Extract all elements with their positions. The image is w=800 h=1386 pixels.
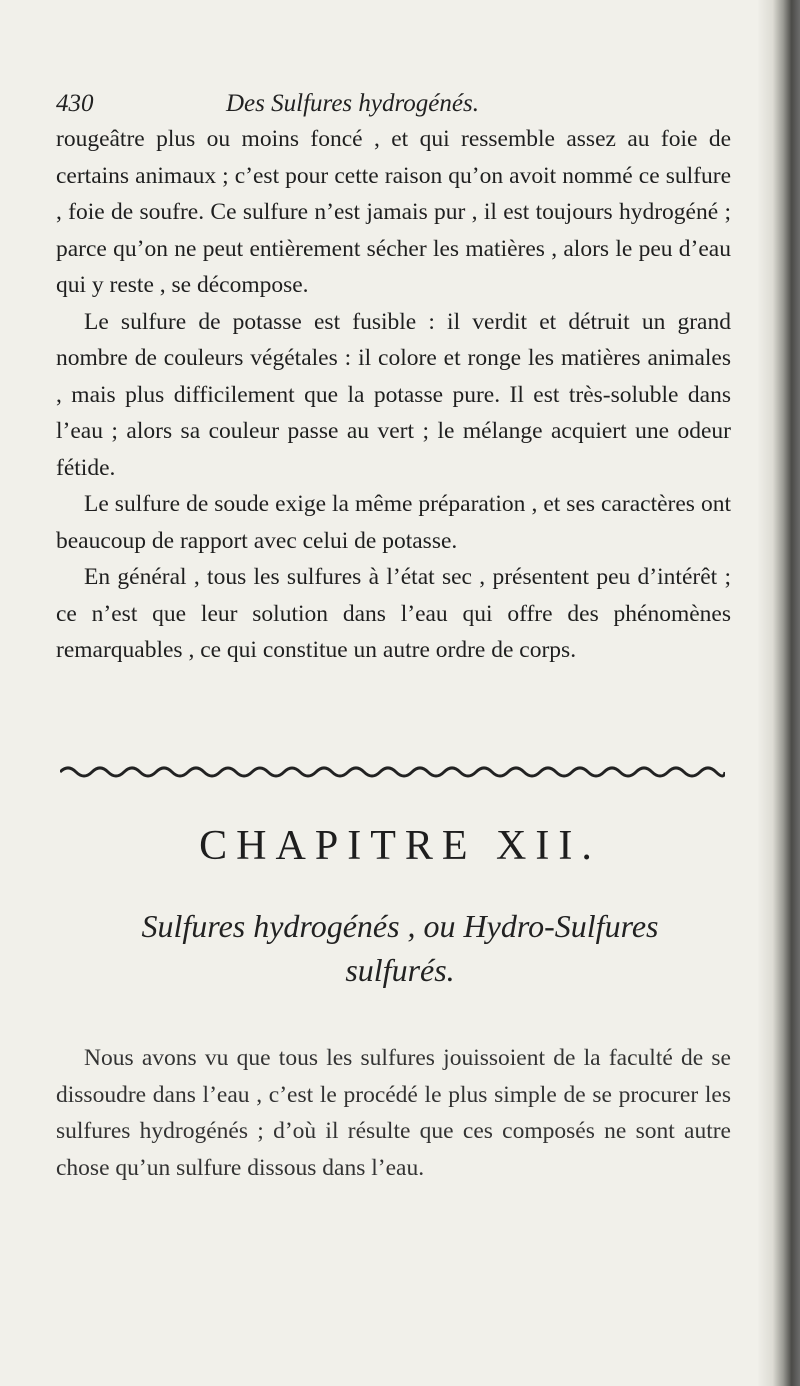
running-title: Des Sulfures hydrogénés.	[226, 90, 479, 117]
page-number: 430	[56, 90, 94, 117]
chapter-title-line: sulfurés.	[345, 952, 455, 988]
chapter-title-line: Sulfures hydrogénés , ou Hydro-Sulfures	[141, 908, 659, 944]
paragraph: rougeâtre plus ou moins foncé , et qui ressemble assez au foie de certains animaux ; c’est pour cette raison qu’on avoit nommé ce sulfure , foie de soufre. Ce sulfure n’est jamais pur , il est toujours hydrogéné ; parce qu’on ne peut entièrement sécher les matières , alors le peu d’eau qui y reste , se décompose.	[56, 126, 731, 298]
body-text-top	[56, 121, 731, 669]
paragraph: Le sulfure de soude exige la même préparation , et ses caractères ont beaucoup de rapport avec celui de potasse.	[56, 491, 731, 554]
decorative-rule	[60, 760, 725, 780]
paragraph: Le sulfure de potasse est fusible : il verdit et détruit un grand nombre de couleurs végétales : il colore et ronge les matières animales , mais plus difficilement que la potasse pure. Il est très-soluble dans l’eau ; alors sa couleur passe au vert ; le mélange acquiert une odeur fétide.	[56, 308, 731, 481]
page-edge-shadow	[758, 0, 800, 1386]
chapter-heading: CHAPITRE XII.	[199, 823, 601, 869]
body-text-bottom	[56, 1040, 731, 1186]
chapter-title	[0, 904, 800, 992]
paragraph: En général , tous les sulfures à l’état sec , présentent peu d’intérêt ; ce n’est que leur solution dans l’eau qui offre des phénomènes remarquables , ce qui constitue un autre ordre de corps.	[56, 564, 731, 663]
paragraph: Nous avons vu que tous les sulfures jouissoient de la faculté de se dissoudre dans l’eau , c’est le procédé le plus simple de se procurer les sulfures hydrogénés ; d’où il résulte que ces composés ne sont autre chose qu’un sulfure dissous dans l’eau.	[56, 1045, 731, 1181]
